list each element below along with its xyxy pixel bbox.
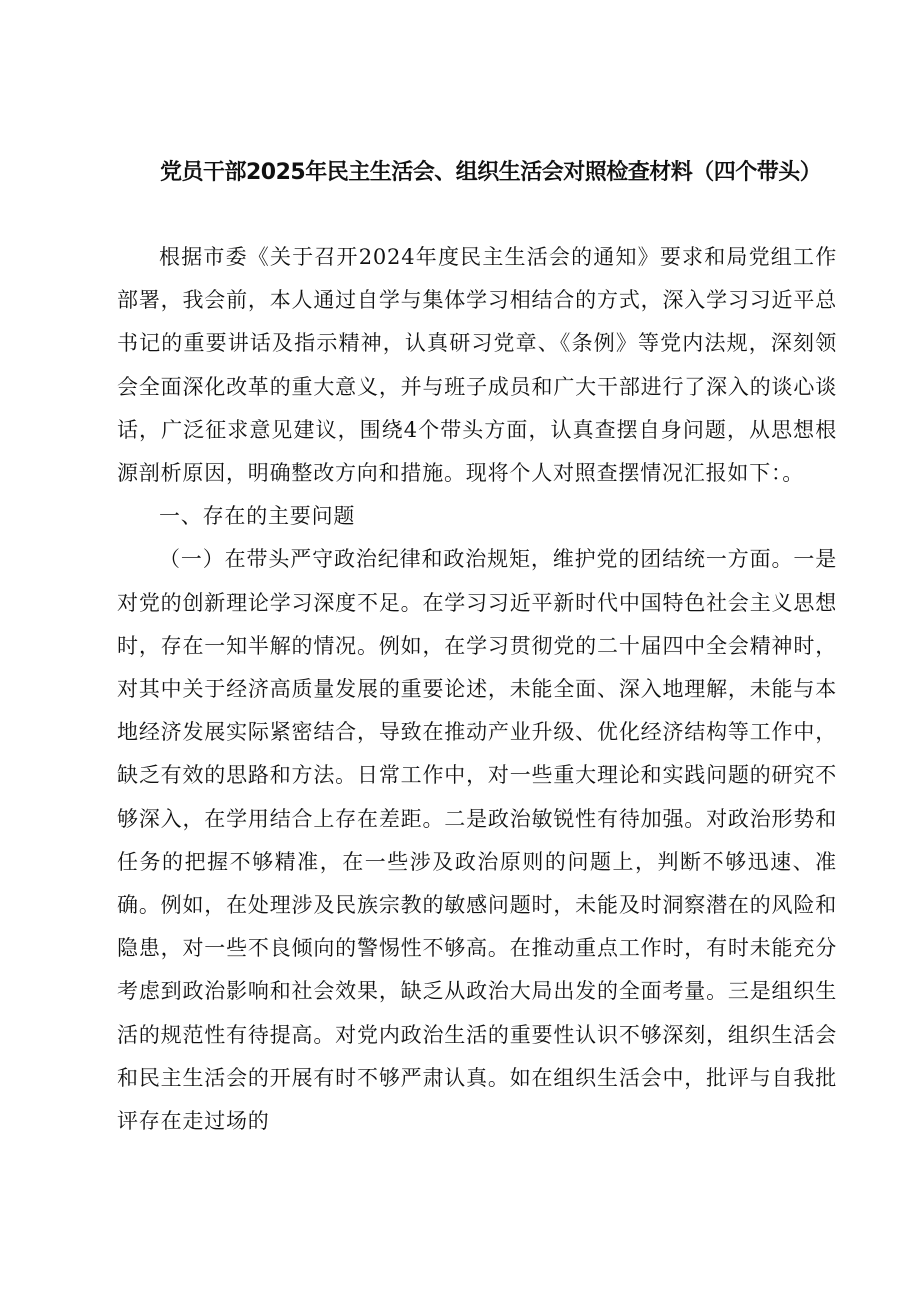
section-paragraph: （一）在带头严守政治纪律和政治规矩，维护党的团结统一方面。一是对党的创新理论学习深度不足。在学习习近平新时代中国特色社会主义思想时，存在一知半解的情况。例如，在学习贯彻党的二十届四中全会精神时，对其中关于经济高质量发展的重要论述，未能全面、深入地理解，未能与本地经济发展实际紧密结合，导致在推动产业升级、优化经济结构等工作中，缺乏有效的思路和方法。日常工作中，对一些重大理论和实践问题的研究不够深入，在学用结合上存在差距。二是政治敏锐性有待加强。对政治形势和任务的把握不够精准，在一些涉及政治原则的问题上，判断不够迅速、准确。例如，在处理涉及民族宗教的敏感问题时，未能及时洞察潜在的风险和隐患，对一些不良倾向的警惕性不够高。在推动重点工作时，有时未能充分考虑到政治影响和社会效果，缺乏从政治大局出发的全面考量。三是组织生活的规范性有待提高。对党内政治生活的重要性认识不够深刻，组织生活会和民主生活会的开展有时不够严肃认真。如在组织生活会中，批评与自我批评存在走过场的	[117, 547, 837, 1134]
document-title: 党员干部2025年民主生活会、组织生活会对照检查材料（四个带头）	[160, 160, 822, 185]
intro-paragraph: 根据市委《关于召开2024年度民主生活会的通知》要求和局党组工作部署，我会前，本人通过自学与集体学习相结合的方式，深入学习习近平总书记的重要讲话及指示精神，认真研习党章、《条例》等党内法规，深刻领会全面深化改革的重大意义，并与班子成员和广大干部进行了深入的谈心谈话，广泛征求意见建议，围绕4个带头方面，认真查摆自身问题，从思想根源剖析原因，明确整改方向和措施。现将个人对照查摆情况汇报如下：。	[117, 245, 837, 486]
document-body	[117, 236, 837, 1143]
section-heading: 一、存在的主要问题	[159, 504, 356, 529]
